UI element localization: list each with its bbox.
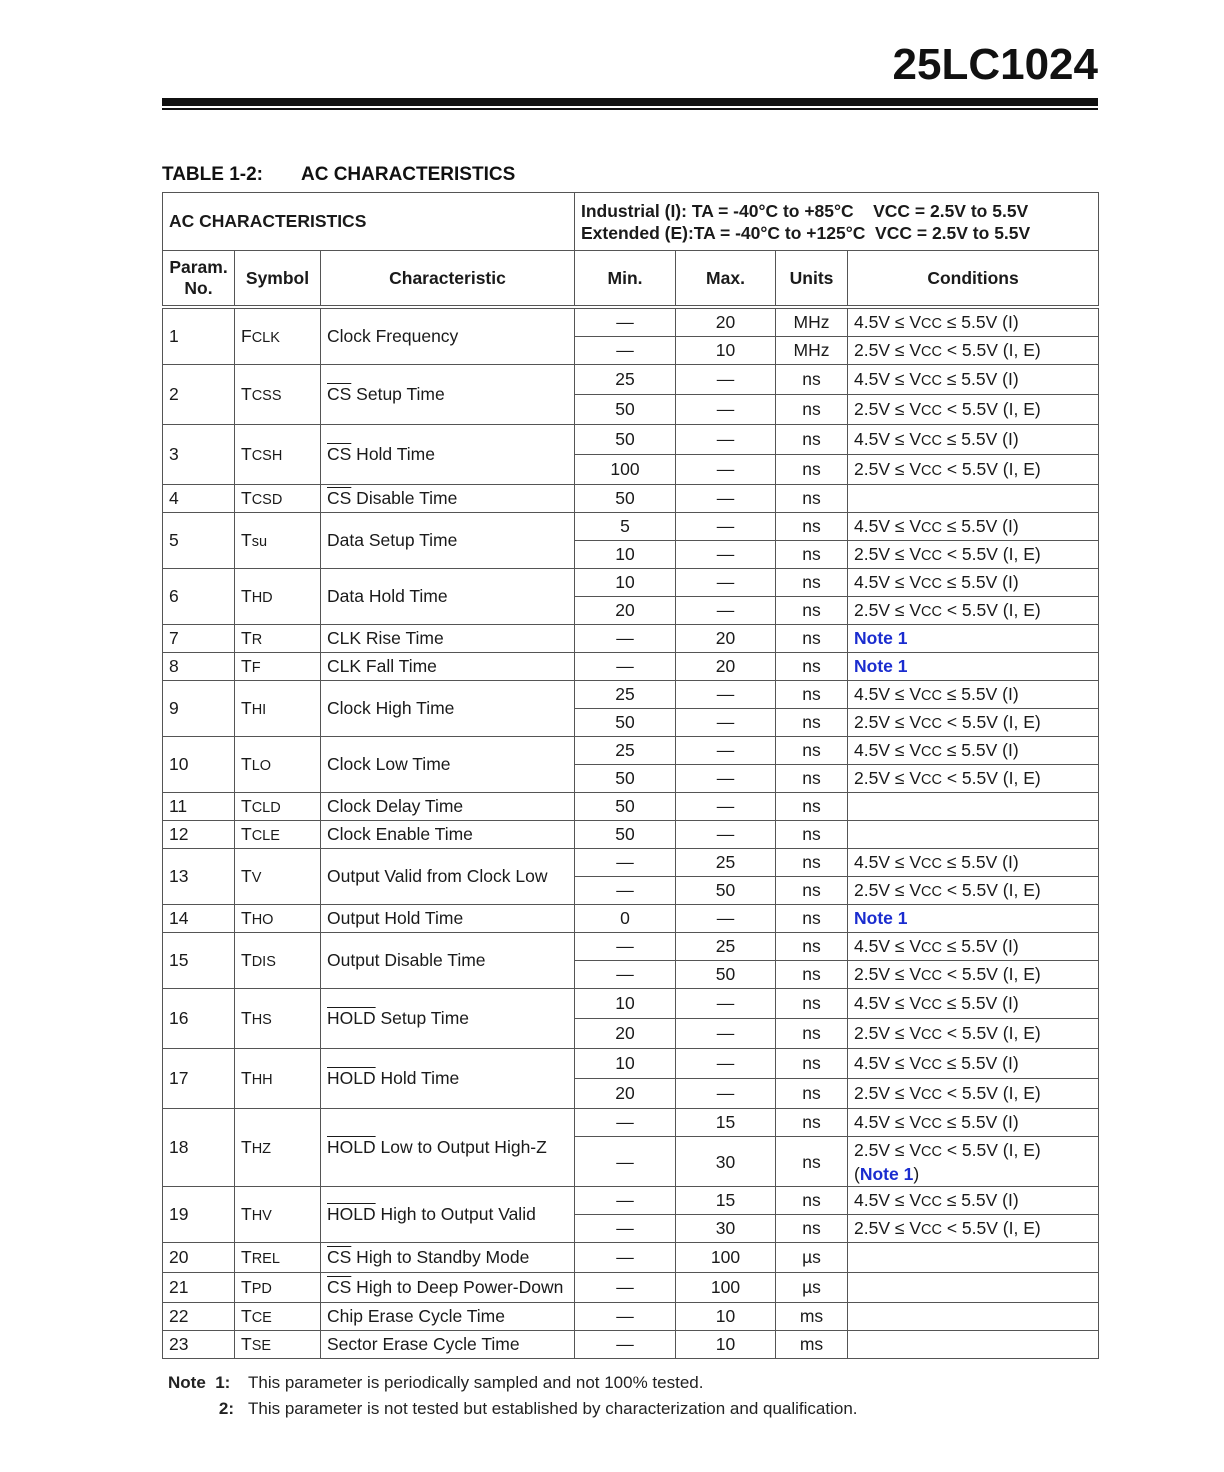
- extended-conditions: Extended (E):TA = -40°C to +125°C VCC = 2.5V to 5.5V: [581, 222, 1031, 243]
- max-value: —: [676, 1079, 776, 1109]
- operating-conditions: [575, 193, 1099, 251]
- header-rule-thin: [162, 108, 1098, 110]
- min-value: —: [575, 849, 676, 877]
- units-value: ns: [776, 485, 848, 513]
- param-number: 17: [163, 1049, 235, 1109]
- symbol-cell: THH: [235, 1049, 321, 1109]
- param-number: 5: [163, 513, 235, 569]
- min-value: 50: [575, 395, 676, 425]
- conditions-value: 4.5V ≤ VCC ≤ 5.5V (I): [848, 849, 1099, 877]
- conditions-value: 4.5V ≤ VCC ≤ 5.5V (I): [848, 513, 1099, 541]
- note-2-text: This parameter is not tested but established by characterization and qualification.: [248, 1399, 858, 1418]
- max-value: 15: [676, 1109, 776, 1137]
- param-number: 9: [163, 681, 235, 737]
- units-value: ns: [776, 709, 848, 737]
- table-row: [163, 1331, 1099, 1359]
- note-2-label: 2:: [218, 1399, 234, 1418]
- ac-characteristics-table: [162, 192, 1099, 1359]
- max-value: 20: [676, 625, 776, 653]
- max-value: —: [676, 425, 776, 455]
- min-value: 20: [575, 1019, 676, 1049]
- symbol-cell: TDIS: [235, 933, 321, 989]
- param-number: 13: [163, 849, 235, 905]
- characteristic-cell: Output Hold Time: [321, 905, 575, 933]
- table-header-conditions-row: [163, 193, 1099, 251]
- col-header-param: Param. No.: [163, 251, 235, 308]
- param-number: 4: [163, 485, 235, 513]
- symbol-cell: TPD: [235, 1273, 321, 1303]
- units-value: ns: [776, 455, 848, 485]
- min-value: 50: [575, 425, 676, 455]
- conditions-value: 2.5V ≤ VCC < 5.5V (I, E): [848, 961, 1099, 989]
- characteristic-cell: HOLD Hold Time: [321, 1049, 575, 1109]
- table-row: [163, 821, 1099, 849]
- units-value: ms: [776, 1303, 848, 1331]
- symbol-cell: TCLE: [235, 821, 321, 849]
- param-number: 18: [163, 1109, 235, 1187]
- table-row: [163, 905, 1099, 933]
- max-value: —: [676, 681, 776, 709]
- min-value: —: [575, 1187, 676, 1215]
- max-value: —: [676, 541, 776, 569]
- units-value: ns: [776, 1079, 848, 1109]
- min-value: —: [575, 1331, 676, 1359]
- col-header-symbol: Symbol: [235, 251, 321, 308]
- table-row: [163, 485, 1099, 513]
- conditions-value: 2.5V ≤ VCC < 5.5V (I, E): [848, 1079, 1099, 1109]
- conditions-value: [848, 1331, 1099, 1359]
- param-number: 3: [163, 425, 235, 485]
- min-value: 50: [575, 793, 676, 821]
- characteristic-cell: HOLD Low to Output High-Z: [321, 1109, 575, 1187]
- min-value: —: [575, 653, 676, 681]
- max-value: 10: [676, 1303, 776, 1331]
- symbol-cell: Tsu: [235, 513, 321, 569]
- units-value: ns: [776, 1049, 848, 1079]
- note-2: [168, 1396, 858, 1422]
- min-value: —: [575, 1303, 676, 1331]
- param-number: 22: [163, 1303, 235, 1331]
- table-caption-title: AC CHARACTERISTICS: [300, 164, 516, 185]
- conditions-value: 4.5V ≤ VCC ≤ 5.5V (I): [848, 425, 1099, 455]
- note-1-label: Note 1:: [168, 1373, 231, 1392]
- max-value: 25: [676, 849, 776, 877]
- characteristic-cell: $\overline{CS}$ Setup Time: [321, 365, 575, 425]
- conditions-value: 4.5V ≤ VCC ≤ 5.5V (I): [848, 1049, 1099, 1079]
- table-row: [163, 1243, 1099, 1273]
- conditions-value: 4.5V ≤ VCC ≤ 5.5V (I): [848, 737, 1099, 765]
- table-notes: [168, 1370, 858, 1422]
- max-value: 20: [676, 653, 776, 681]
- param-number: 23: [163, 1331, 235, 1359]
- units-value: ns: [776, 737, 848, 765]
- min-value: 25: [575, 681, 676, 709]
- conditions-value: 2.5V ≤ VCC < 5.5V (I, E): [848, 455, 1099, 485]
- units-value: ns: [776, 961, 848, 989]
- param-number: 6: [163, 569, 235, 625]
- characteristic-cell: $\overline{CS}$ High to Standby Mode: [321, 1243, 575, 1273]
- units-value: ns: [776, 625, 848, 653]
- note-1: [168, 1370, 858, 1396]
- symbol-cell: FCLK: [235, 307, 321, 365]
- table-row: [163, 1303, 1099, 1331]
- conditions-value: 4.5V ≤ VCC ≤ 5.5V (I): [848, 569, 1099, 597]
- characteristic-cell: Output Disable Time: [321, 933, 575, 989]
- param-number: 12: [163, 821, 235, 849]
- table-row: [163, 307, 1099, 337]
- conditions-value: 2.5V ≤ VCC < 5.5V (I, E): [848, 541, 1099, 569]
- min-value: 10: [575, 1049, 676, 1079]
- symbol-cell: TLO: [235, 737, 321, 793]
- min-value: 50: [575, 821, 676, 849]
- max-value: —: [676, 1019, 776, 1049]
- symbol-cell: TCLD: [235, 793, 321, 821]
- symbol-cell: THZ: [235, 1109, 321, 1187]
- units-value: ns: [776, 653, 848, 681]
- max-value: —: [676, 793, 776, 821]
- conditions-value: [848, 1303, 1099, 1331]
- max-value: 15: [676, 1187, 776, 1215]
- units-value: µs: [776, 1243, 848, 1273]
- min-value: —: [575, 961, 676, 989]
- symbol-cell: TV: [235, 849, 321, 905]
- min-value: —: [575, 877, 676, 905]
- units-value: ns: [776, 681, 848, 709]
- conditions-value: 4.5V ≤ VCC ≤ 5.5V (I): [848, 989, 1099, 1019]
- max-value: 10: [676, 337, 776, 365]
- table-caption: [162, 164, 515, 186]
- max-value: —: [676, 597, 776, 625]
- column-header-row: [163, 251, 1099, 308]
- table-row: [163, 625, 1099, 653]
- characteristic-cell: $\overline{CS}$ High to Deep Power-Down: [321, 1273, 575, 1303]
- table-row: [163, 793, 1099, 821]
- table-row: [163, 989, 1099, 1019]
- max-value: —: [676, 485, 776, 513]
- min-value: 5: [575, 513, 676, 541]
- min-value: 20: [575, 597, 676, 625]
- conditions-value: [848, 793, 1099, 821]
- max-value: —: [676, 821, 776, 849]
- min-value: —: [575, 1137, 676, 1187]
- table-row: [163, 1109, 1099, 1137]
- max-value: 100: [676, 1273, 776, 1303]
- min-value: 10: [575, 541, 676, 569]
- min-value: 10: [575, 569, 676, 597]
- symbol-cell: THI: [235, 681, 321, 737]
- units-value: ns: [776, 933, 848, 961]
- units-value: ns: [776, 395, 848, 425]
- conditions-value: 2.5V ≤ VCC < 5.5V (I, E): [848, 1019, 1099, 1049]
- conditions-value: 2.5V ≤ VCC < 5.5V (I, E): [848, 1215, 1099, 1243]
- min-value: —: [575, 1273, 676, 1303]
- col-header-max: Max.: [676, 251, 776, 308]
- table-row: [163, 737, 1099, 765]
- characteristic-cell: Clock Delay Time: [321, 793, 575, 821]
- min-value: —: [575, 1109, 676, 1137]
- units-value: ns: [776, 569, 848, 597]
- units-value: ns: [776, 513, 848, 541]
- characteristic-cell: Clock Enable Time: [321, 821, 575, 849]
- conditions-value: 2.5V ≤ VCC < 5.5V (I, E): [848, 765, 1099, 793]
- characteristic-cell: CLK Fall Time: [321, 653, 575, 681]
- table-top-left-label: AC CHARACTERISTICS: [163, 193, 575, 251]
- conditions-value: 2.5V ≤ VCC < 5.5V (I, E): [848, 877, 1099, 905]
- min-value: 10: [575, 989, 676, 1019]
- max-value: 100: [676, 1243, 776, 1273]
- max-value: —: [676, 455, 776, 485]
- param-number: 16: [163, 989, 235, 1049]
- units-value: ns: [776, 765, 848, 793]
- col-header-min: Min.: [575, 251, 676, 308]
- note-1-link[interactable]: Note 1: [848, 653, 1099, 681]
- characteristic-cell: Data Setup Time: [321, 513, 575, 569]
- table-row: [163, 569, 1099, 597]
- note-1-link[interactable]: Note 1: [848, 625, 1099, 653]
- param-number: 8: [163, 653, 235, 681]
- table-row: [163, 1049, 1099, 1079]
- conditions-value: 2.5V ≤ VCC < 5.5V (I, E): [848, 395, 1099, 425]
- characteristic-cell: Clock Low Time: [321, 737, 575, 793]
- conditions-value: [848, 1243, 1099, 1273]
- characteristic-cell: Clock High Time: [321, 681, 575, 737]
- conditions-value: 4.5V ≤ VCC ≤ 5.5V (I): [848, 933, 1099, 961]
- characteristic-cell: CLK Rise Time: [321, 625, 575, 653]
- symbol-cell: TSE: [235, 1331, 321, 1359]
- table-row: [163, 933, 1099, 961]
- param-number: 19: [163, 1187, 235, 1243]
- characteristic-cell: Clock Frequency: [321, 307, 575, 365]
- conditions-value: [848, 485, 1099, 513]
- max-value: 25: [676, 933, 776, 961]
- characteristic-cell: HOLD Setup Time: [321, 989, 575, 1049]
- max-value: 50: [676, 877, 776, 905]
- characteristic-cell: Chip Erase Cycle Time: [321, 1303, 575, 1331]
- min-value: —: [575, 1243, 676, 1273]
- units-value: MHz: [776, 337, 848, 365]
- industrial-conditions: Industrial (I): TA = -40°C to +85°C VCC = 2.5V to 5.5V: [581, 200, 1029, 221]
- table-row: [163, 1187, 1099, 1215]
- max-value: —: [676, 395, 776, 425]
- param-number: 11: [163, 793, 235, 821]
- units-value: ns: [776, 849, 848, 877]
- table-row: [163, 513, 1099, 541]
- min-value: 50: [575, 709, 676, 737]
- min-value: —: [575, 1215, 676, 1243]
- min-value: 50: [575, 485, 676, 513]
- conditions-value: 4.5V ≤ VCC ≤ 5.5V (I): [848, 1109, 1099, 1137]
- max-value: 30: [676, 1137, 776, 1187]
- symbol-cell: THS: [235, 989, 321, 1049]
- characteristic-cell: $\overline{CS}$ Disable Time: [321, 485, 575, 513]
- max-value: —: [676, 709, 776, 737]
- conditions-value: 2.5V ≤ VCC < 5.5V (I, E): [848, 597, 1099, 625]
- min-value: 0: [575, 905, 676, 933]
- param-number: 15: [163, 933, 235, 989]
- units-value: µs: [776, 1273, 848, 1303]
- max-value: —: [676, 989, 776, 1019]
- characteristic-cell: Sector Erase Cycle Time: [321, 1331, 575, 1359]
- min-value: —: [575, 933, 676, 961]
- max-value: 10: [676, 1331, 776, 1359]
- min-value: 25: [575, 737, 676, 765]
- table-caption-label: TABLE 1-2:: [162, 164, 263, 185]
- min-value: —: [575, 625, 676, 653]
- min-value: 25: [575, 365, 676, 395]
- max-value: 20: [676, 307, 776, 337]
- col-header-characteristic: Characteristic: [321, 251, 575, 308]
- characteristic-cell: Output Valid from Clock Low: [321, 849, 575, 905]
- table-row: [163, 681, 1099, 709]
- symbol-cell: THO: [235, 905, 321, 933]
- max-value: 30: [676, 1215, 776, 1243]
- units-value: ns: [776, 1137, 848, 1187]
- part-number: 25LC1024: [892, 40, 1098, 89]
- conditions-value: 2.5V ≤ VCC < 5.5V (I, E) (Note 1): [848, 1137, 1099, 1187]
- param-number: 20: [163, 1243, 235, 1273]
- note-1-text: This parameter is periodically sampled and not 100% tested.: [248, 1373, 704, 1392]
- max-value: 50: [676, 961, 776, 989]
- table-row: [163, 365, 1099, 395]
- symbol-cell: TF: [235, 653, 321, 681]
- conditions-value: [848, 1273, 1099, 1303]
- col-header-units: Units: [776, 251, 848, 308]
- characteristic-cell: Data Hold Time: [321, 569, 575, 625]
- table-row: [163, 653, 1099, 681]
- table-row: [163, 1273, 1099, 1303]
- units-value: ns: [776, 821, 848, 849]
- units-value: ns: [776, 877, 848, 905]
- conditions-value: [848, 821, 1099, 849]
- param-number: 2: [163, 365, 235, 425]
- max-value: —: [676, 569, 776, 597]
- header-rule: [162, 98, 1098, 106]
- param-number: 14: [163, 905, 235, 933]
- units-value: ns: [776, 989, 848, 1019]
- min-value: —: [575, 337, 676, 365]
- units-value: ns: [776, 541, 848, 569]
- max-value: —: [676, 765, 776, 793]
- symbol-cell: TCSS: [235, 365, 321, 425]
- max-value: —: [676, 365, 776, 395]
- max-value: —: [676, 1049, 776, 1079]
- units-value: ns: [776, 1215, 848, 1243]
- col-header-conditions: Conditions: [848, 251, 1099, 308]
- symbol-cell: THV: [235, 1187, 321, 1243]
- symbol-cell: TREL: [235, 1243, 321, 1273]
- symbol-cell: TCSD: [235, 485, 321, 513]
- units-value: ns: [776, 425, 848, 455]
- max-value: —: [676, 737, 776, 765]
- min-value: 20: [575, 1079, 676, 1109]
- units-value: ns: [776, 597, 848, 625]
- symbol-cell: TR: [235, 625, 321, 653]
- characteristic-cell: HOLD High to Output Valid: [321, 1187, 575, 1243]
- units-value: ns: [776, 1109, 848, 1137]
- units-value: MHz: [776, 307, 848, 337]
- characteristic-cell: $\overline{CS}$ Hold Time: [321, 425, 575, 485]
- conditions-value: 4.5V ≤ VCC ≤ 5.5V (I): [848, 681, 1099, 709]
- min-value: —: [575, 307, 676, 337]
- param-number: 10: [163, 737, 235, 793]
- units-value: ns: [776, 1019, 848, 1049]
- units-value: ns: [776, 1187, 848, 1215]
- conditions-value: 4.5V ≤ VCC ≤ 5.5V (I): [848, 1187, 1099, 1215]
- conditions-value: 4.5V ≤ VCC ≤ 5.5V (I): [848, 365, 1099, 395]
- units-value: ns: [776, 793, 848, 821]
- min-value: 50: [575, 765, 676, 793]
- param-number: 1: [163, 307, 235, 365]
- table-row: [163, 849, 1099, 877]
- table-row: [163, 425, 1099, 455]
- conditions-value: 4.5V ≤ VCC ≤ 5.5V (I): [848, 307, 1099, 337]
- param-number: 7: [163, 625, 235, 653]
- min-value: 100: [575, 455, 676, 485]
- units-value: ms: [776, 1331, 848, 1359]
- symbol-cell: TCSH: [235, 425, 321, 485]
- units-value: ns: [776, 365, 848, 395]
- conditions-value: 2.5V ≤ VCC < 5.5V (I, E): [848, 709, 1099, 737]
- conditions-value: 2.5V ≤ VCC < 5.5V (I, E): [848, 337, 1099, 365]
- units-value: ns: [776, 905, 848, 933]
- symbol-cell: THD: [235, 569, 321, 625]
- max-value: —: [676, 905, 776, 933]
- param-number: 21: [163, 1273, 235, 1303]
- max-value: —: [676, 513, 776, 541]
- symbol-cell: TCE: [235, 1303, 321, 1331]
- note-1-link[interactable]: Note 1: [848, 905, 1099, 933]
